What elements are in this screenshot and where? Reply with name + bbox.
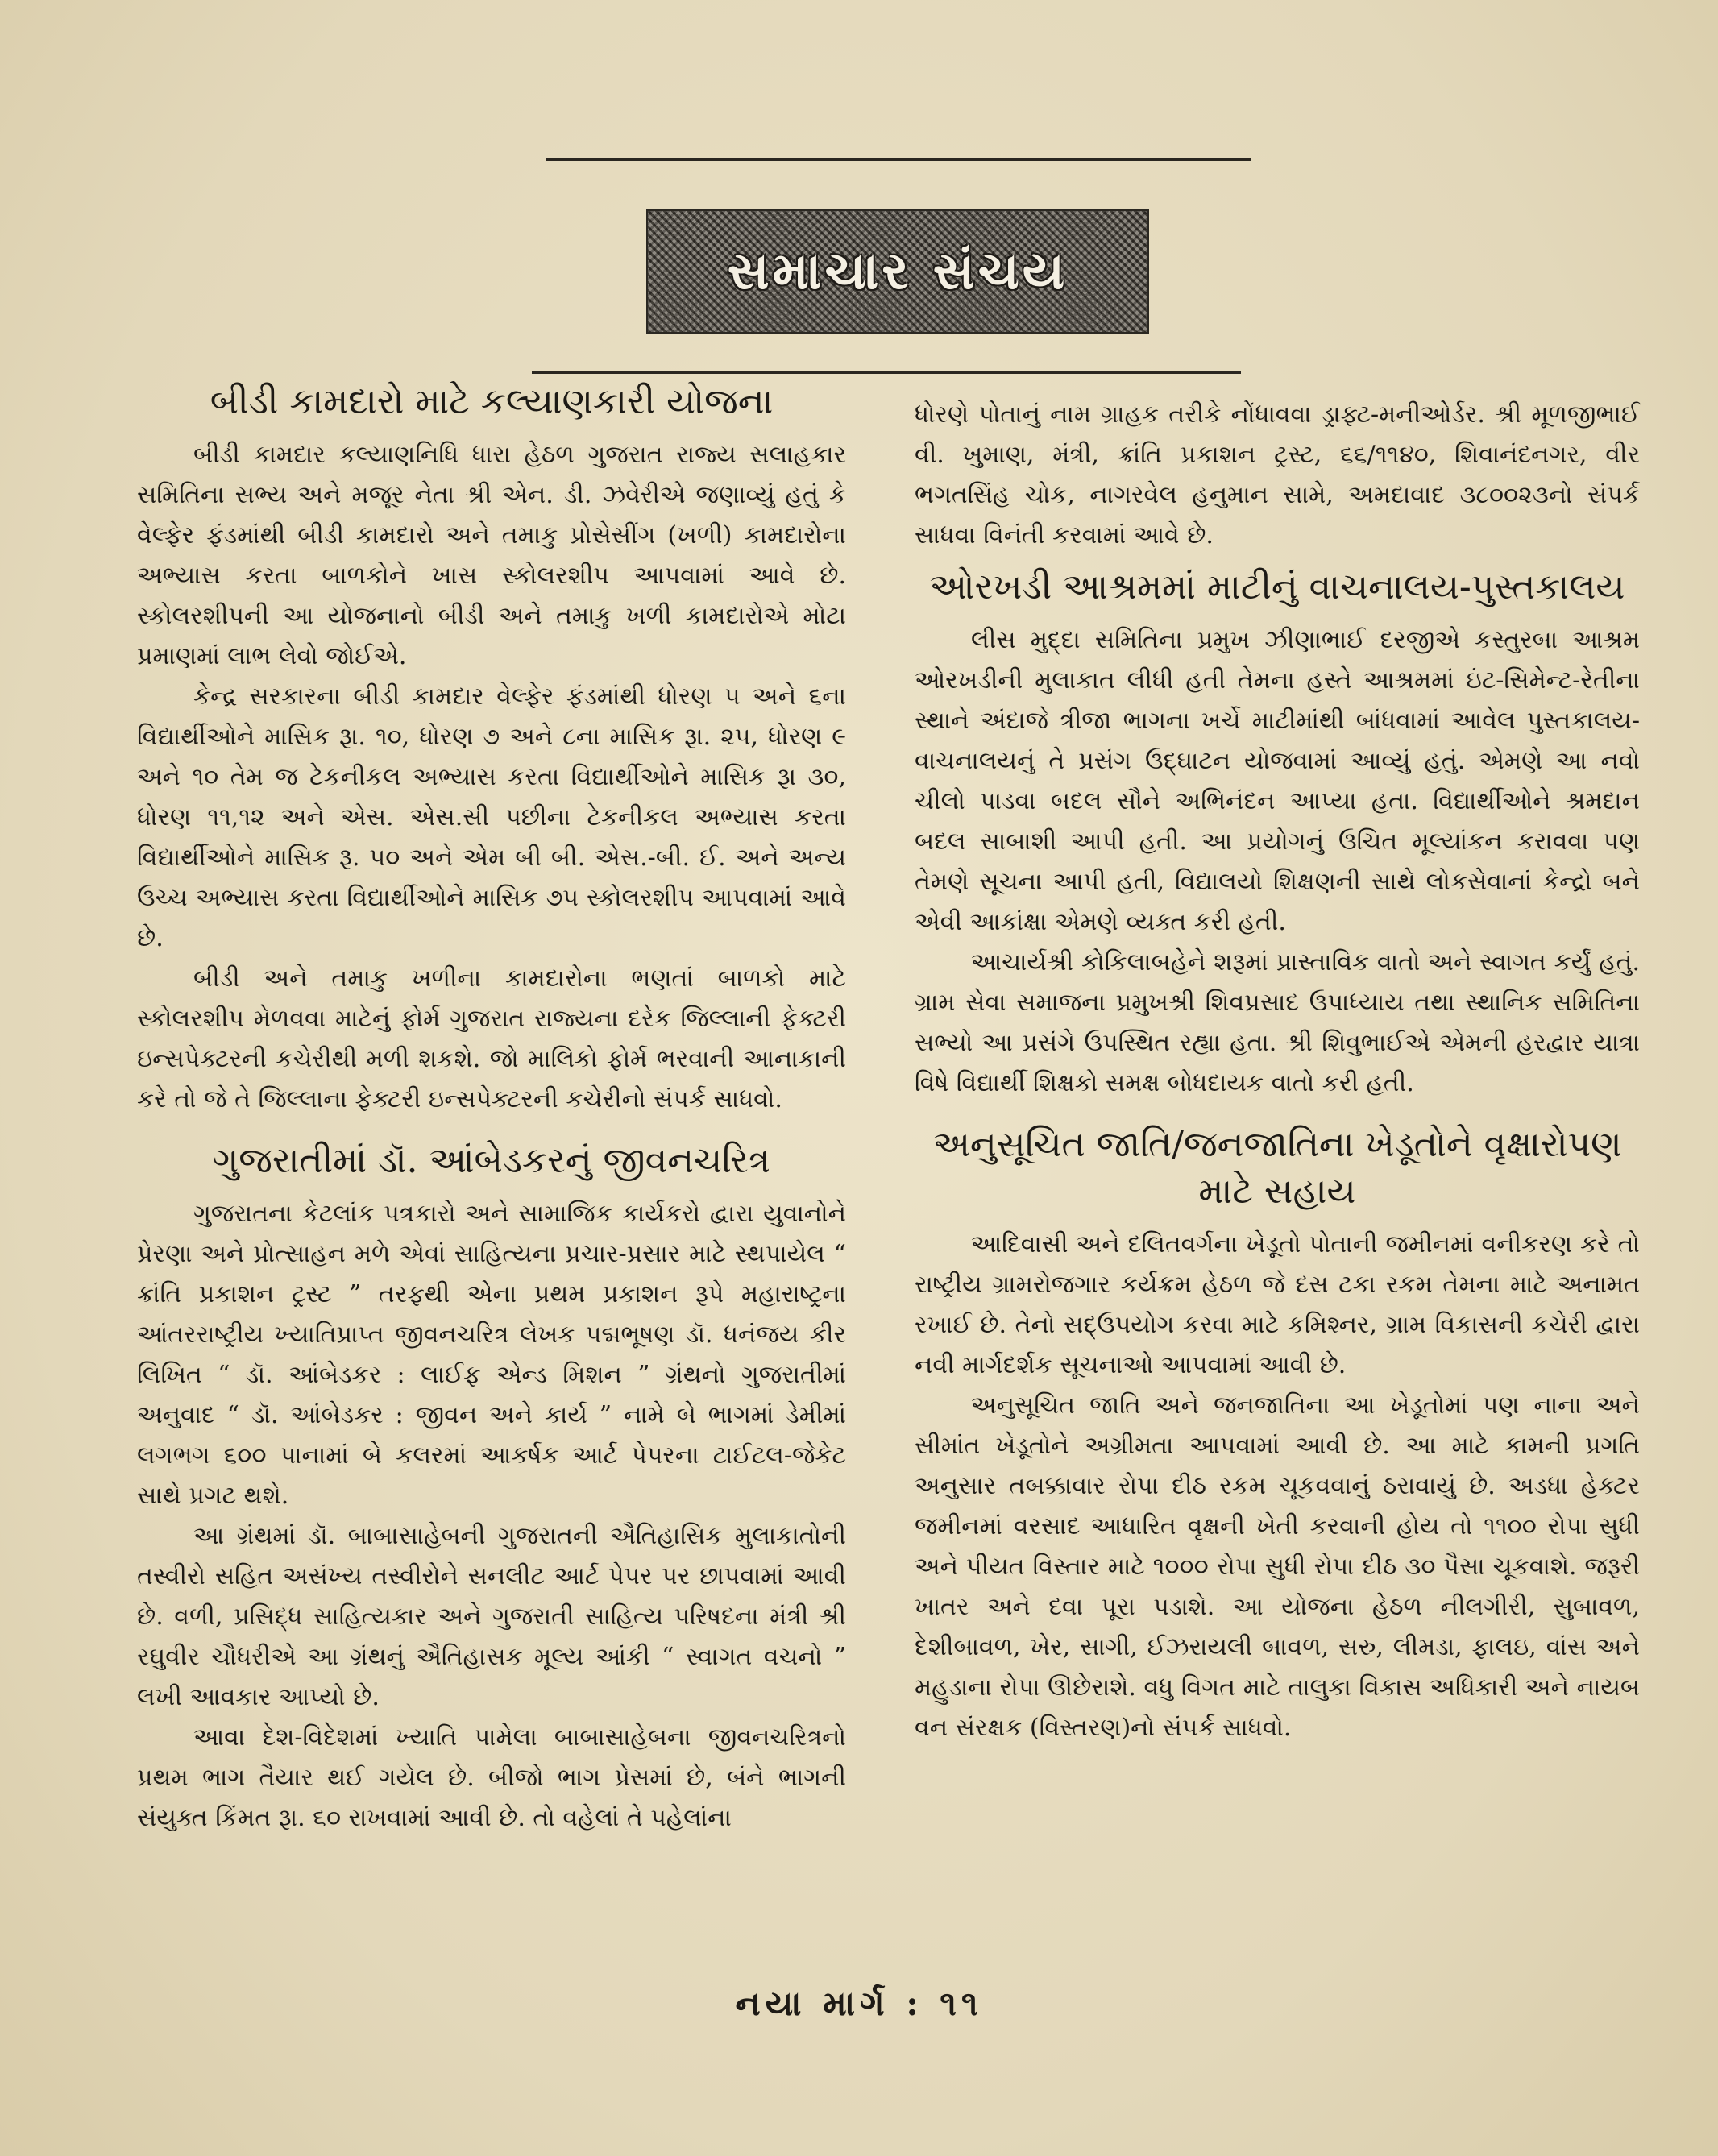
top-rule	[546, 158, 1251, 161]
article-heading-ambedkar-biography: ગુજરાતીમાં ડૉ. આંબેડકરનું જીવનચરિત્ર	[213, 1140, 770, 1181]
article-heading-orkhadi-ashram: ઓરખડી આશ્રમમાં માટીનું વાચનાલય-પુસ્તકાલય	[929, 566, 1625, 607]
article-paragraph: આ ગ્રંથમાં ડૉ. બાબાસાહેબની ગુજરાતની ઐતિહાસિક મુલાકાતોની તસ્વીરો સહિત અસંખ્ય તસ્વીરોને સનલીટ આર્ટ પેપર પર છાપવામાં આવી છે. વળી, પ્રસિદ્ધ સાહિત્યકાર અને ગુજરાતી સાહિત્ય પરિષદના મંત્રી શ્રી રઘુવીર ચૌધરીએ આ ગ્રંથનું ઐતિહાસક મૂલ્ય આંકી “ સ્વાગત વચનો ” લખી આવકાર આપ્યો છે.	[137, 1522, 846, 1711]
left-column	[137, 379, 846, 1839]
article-paragraph: કેન્દ્ર સરકારના બીડી કામદાર વેલ્ફેર ફંડમાંથી ધોરણ ૫ અને ૬ના વિદ્યાર્થીઓને માસિક રૂા. ૧૦, ધોરણ ૭ અને ૮ના માસિક રૂા. ૨૫, ધોરણ ૯ અને ૧૦ તેમ જ ટેકનીકલ અભ્યાસ કરતા વિદ્યાર્થીઓને માસિક રૂા ૩૦, ધોરણ ૧૧,૧૨ અને એસ. એસ.સી પછીના ટેકનીકલ અભ્યાસ કરતા વિદ્યાર્થીઓને માસિક રૂ. ૫૦ અને એમ બી બી. એસ.-બી. ઈ. અને અન્ય ઉચ્ચ અભ્યાસ કરતા વિદ્યાર્થીઓને માસિક ૭૫ સ્કોલરશીપ આપવામાં આવે છે.	[137, 682, 846, 952]
article-paragraph: આવા દેશ-વિદેશમાં ખ્યાતિ પામેલા બાબાસાહેબના જીવનચરિત્રનો પ્રથમ ભાગ તૈયાર થઈ ગયેલ છે. બીજો ભાગ પ્રેસમાં છે, બંને ભાગની સંયુક્ત કિંમત રૂા. ૬૦ રાખવામાં આવી છે. તો વહેલાં તે પહેલાંના	[137, 1723, 846, 1832]
right-column	[915, 395, 1640, 1748]
article-paragraph: બીડી કામદાર કલ્યાણનિધિ ધારા હેઠળ ગુજરાત રાજ્ય સલાહકાર સમિતિના સભ્ય અને મજૂર નેતા શ્રી એન. ડી. ઝવેરીએ જણાવ્યું હતું કે વેલ્ફેર ફંડમાંથી બીડી કામદારો અને તમાકુ પ્રોસેસીંગ (ખળી) કામદારોના અભ્યાસ કરતા બાળકોને ખાસ સ્કોલરશીપ આપવામાં આવે છે. સ્કોલરશીપની આ યોજનાનો બીડી અને તમાકુ ખળી કામદારોએ મોટા પ્રમાણમાં લાભ લેવો જોઈએ.	[137, 441, 846, 670]
page-footer: નયા માર્ગ : ૧૧	[735, 1984, 983, 2023]
article-paragraph: આચાર્યશ્રી કોકિલાબહેને શરૂમાં પ્રાસ્તાવિક વાતો અને સ્વાગત કર્યું હતું. ગ્રામ સેવા સમાજના પ્રમુખશ્રી શિવપ્રસાદ ઉપાધ્યાય તથા સ્થાનિક સમિતિના સભ્યો આ પ્રસંગે ઉપસ્થિત રહ્યા હતા. શ્રી શિવુભાઈએ એમની હરદ્વાર યાત્રા વિષે વિદ્યાર્થી શિક્ષકો સમક્ષ બોધદાયક વાતો કરી હતી.	[915, 948, 1640, 1097]
article-heading-bidi-workers: બીડી કામદારો માટે કલ્યાણકારી યોજના	[210, 381, 774, 422]
banner-title: સમાચાર સંચય	[727, 242, 1069, 301]
article-paragraph: ગુજરાતના કેટલાંક પત્રકારો અને સામાજિક કાર્યકરો દ્વારા યુવાનોને પ્રેરણા અને પ્રોત્સાહન મળે એવાં સાહિત્યના પ્રચાર-પ્રસાર માટે સ્થપાયેલ “ ક્રાંતિ પ્રકાશન ટ્રસ્ટ ” તરફથી એના પ્રથમ પ્રકાશન રૂપે મહારાષ્ટ્રના આંતરરાષ્ટ્રીય ખ્યાતિપ્રાપ્ત જીવનચરિત્ર લેખક પદ્મભૂષણ ડૉ. ધનંજય કીર લિખિત “ ડૉ. આંબેડકર : લાઈફ એન્ડ મિશન ” ગ્રંથનો ગુજરાતીમાં અનુવાદ “ ડૉ. આંબેડકર : જીવન અને કાર્ય ” નામે બે ભાગમાં ડેમીમાં લગભગ ૬૦૦ પાનામાં બે કલરમાં આકર્ષક આર્ટ પેપરના ટાઈટલ-જેકેટ સાથે પ્રગટ થશે.	[137, 1200, 846, 1510]
article-heading-tree-plantation: અનુસૂચિત જાતિ/જનજાતિના ખેડૂતોને વૃક્ષારોપણ માટે સહાય	[932, 1124, 1622, 1212]
article-paragraph: આદિવાસી અને દલિતવર્ગના ખેડૂતો પોતાની જમીનમાં વનીકરણ કરે તો રાષ્ટ્રીય ગ્રામરોજગાર કર્યક્રમ હેઠળ જે દસ ટકા રકમ તેમના માટે અનામત રખાઈ છે. તેનો સદ્ઉપયોગ કરવા માટે કમિશ્નર, ગ્રામ વિકાસની કચેરી દ્વારા નવી માર્ગદર્શક સૂચનાઓ આપવામાં આવી છે.	[915, 1230, 1640, 1379]
article-paragraph: અનુસૂચિત જાતિ અને જનજાતિના આ ખેડૂતોમાં પણ નાના અને સીમાંત ખેડૂતોને અગ્રીમતા આપવામાં આવી છે. આ માટે કામની પ્રગતિ અનુસાર તબક્કાવાર રોપા દીઠ રકમ ચૂકવવાનું ઠરાવાયું છે. અડધા હેક્ટર જમીનમાં વરસાદ આધારિત વૃક્ષની ખેતી કરવાની હોય તો ૧૧૦૦ રોપા સુધી અને પીયત વિસ્તાર માટે ૧૦૦૦ રોપા સુધી રોપા દીઠ ૩૦ પૈસા ચૂકવાશે. જરૂરી ખાતર અને દવા પૂરા પડાશે. આ યોજના હેઠળ નીલગીરી, સુબાવળ, દેશીબાવળ, ખેર, સાગી, ઈઝરાયલી બાવળ, સરુ, લીમડા, ફાલઇ, વાંસ અને મહુડાના રોપા ઊછેરાશે. વધુ વિગત માટે તાલુકા વિકાસ અધિકારી અને નાયબ વન સંરક્ષક (વિસ્તરણ)નો સંપર્ક સાધવો.	[915, 1391, 1640, 1742]
banner-underline-rule	[532, 371, 1241, 374]
article-paragraph: લીસ મુદ્દા સમિતિના પ્રમુખ ઝીણાભાઈ દરજીએ કસ્તુરબા આશ્રમ ઓરખડીની મુલાકાત લીધી હતી તેમના હસ્તે આશ્રમમાં ઇંટ-સિમેન્ટ-રેતીના સ્થાને અંદાજે ત્રીજા ભાગના ખર્ચે માટીમાંથી બાંધવામાં આવેલ પુસ્તકાલય-વાચનાલયનું તે પ્રસંગ ઉદ્ઘાટન યોજવામાં આવ્યું હતું. એમણે આ નવો ચીલો પાડવા બદલ સૌને અભિનંદન આપ્યા હતા. વિદ્યાર્થીઓને શ્રમદાન બદલ સાબાશી આપી હતી. આ પ્રયોગનું ઉચિત મૂલ્યાંકન કરાવવા પણ તેમણે સૂચના આપી હતી, વિદ્યાલયો શિક્ષણની સાથે લોકસેવાનાં કેન્દ્રો બને એવી આકાંક્ષા એમણે વ્યક્ત કરી હતી.	[915, 626, 1640, 936]
section-banner	[646, 209, 1149, 334]
article-paragraph: બીડી અને તમાકુ ખળીના કામદારોના ભણતાં બાળકો માટે સ્કોલરશીપ મેળવવા માટેનું ફોર્મ ગુજરાત રાજ્યના દરેક જિલ્લાની ફેક્ટરી ઇન્સપેક્ટરની કચેરીથી મળી શકશે. જો માલિકો ફોર્મ ભરવાની આનાકાની કરે તો જે તે જિલ્લાના ફેક્ટરી ઇન્સપેક્ટરની કચેરીનો સંપર્ક સાધવો.	[137, 964, 846, 1113]
continuation-paragraph: ધોરણે પોતાનું નામ ગ્રાહક તરીકે નોંધાવવા ડ્રાફ્ટ-મનીઓર્ડર. શ્રી મૂળજીભાઈ વી. ખુમાણ, મંત્રી, ક્રાંતિ પ્રકાશન ટ્રસ્ટ, ૬૬/૧૧૪૦, શિવાનંદનગર, વીર ભગતસિંહ ચોક, નાગરવેલ હનુમાન સામે, અમદાવાદ ૩૮૦૦૨૩નો સંપર્ક સાધવા વિનંતી કરવામાં આવે છે.	[915, 400, 1640, 549]
